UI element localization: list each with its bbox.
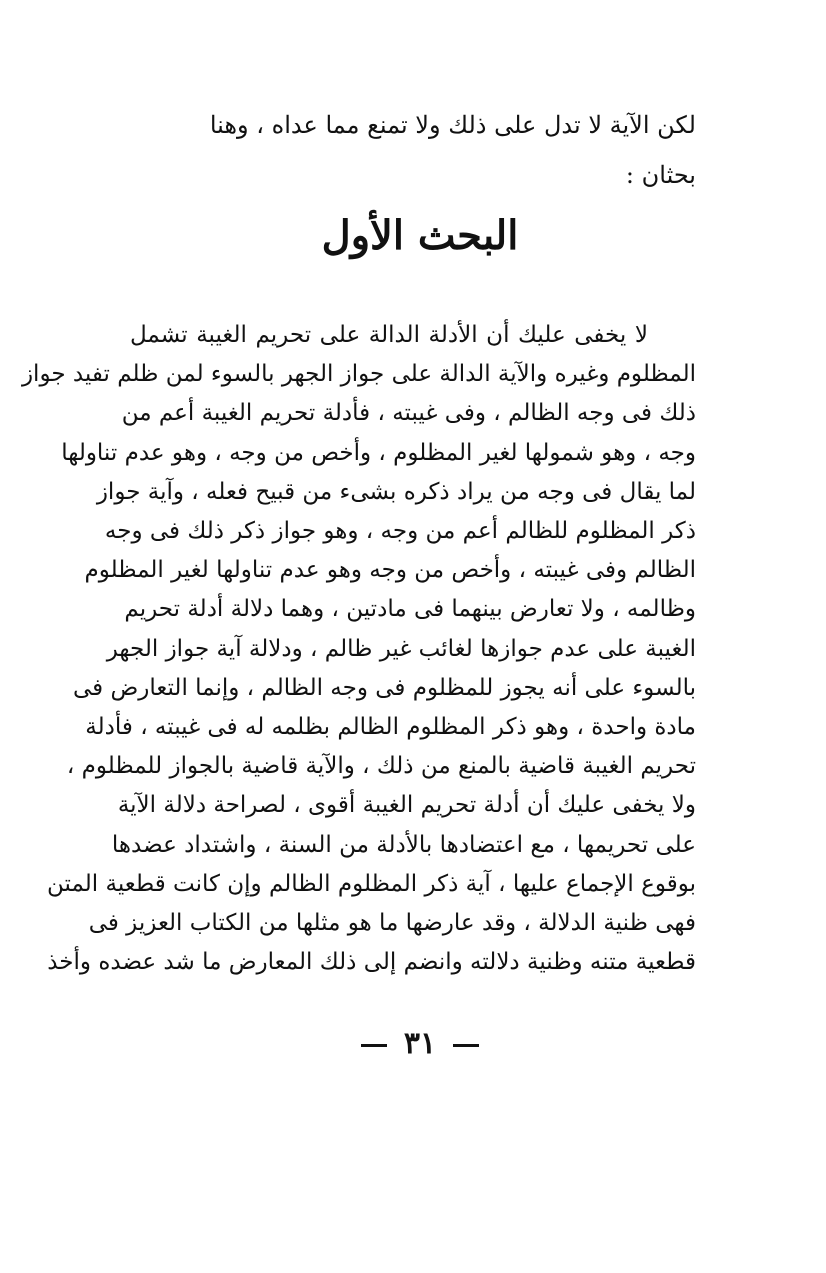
body-line: لما يقال فى وجه من يراد ذكره بشىء من قبيح فعله ، وآية جواز xyxy=(96,478,696,505)
body-line: المظلوم وغيره والآية الدالة على جواز الجهر بالسوء لمن ظلم تفيد جواز xyxy=(21,361,696,388)
body-line: فهى ظنية الدلالة ، وقد عارضها ما هو مثلها من الكتاب العزيز فى xyxy=(88,910,696,937)
page-number-value: ٣١ xyxy=(403,1026,437,1061)
intro-paragraph xyxy=(136,100,696,200)
body-line: لا يخفى عليك أن الأدلة الدالة على تحريم الغيبة تشمل xyxy=(130,322,648,348)
page-number-dash xyxy=(361,1044,387,1047)
body-line: الظالم وفى غيبته ، وأخص من وجه وهو عدم تناولها لغير المظلوم xyxy=(84,557,696,584)
intro-line: لكن الآية لا تدل على ذلك ولا تمنع مما عداه ، وهنا xyxy=(209,111,696,139)
body-line: بالسوء على أنه يجوز للمظلوم فى وجه الظالم ، وإنما التعارض فى xyxy=(73,674,696,701)
body-line: ولا يخفى عليك أن أدلة تحريم الغيبة أقوى ، لصراحة دلالة الآية xyxy=(117,792,696,819)
section-heading: البحث الأول xyxy=(321,212,519,259)
body-line: وجه ، وهو شمولها لغير المظلوم ، وأخص من وجه ، وهو عدم تناولها xyxy=(61,439,696,466)
body-line: وظالمه ، ولا تعارض بينهما فى مادتين ، وهما دلالة أدلة تحريم xyxy=(124,596,696,623)
body-line: الغيبة على عدم جوازها لغائب غير ظالم ، ودلالة آية جواز الجهر xyxy=(106,635,696,662)
body-line: مادة واحدة ، وهو ذكر المظلوم الظالم بظلمه له فى غيبته ، فأدلة xyxy=(85,714,696,741)
body-line: ذكر المظلوم للظالم أعم من وجه ، وهو جواز ذكر ذلك فى وجه xyxy=(104,518,696,545)
page-number-dash xyxy=(453,1044,479,1047)
body-paragraph xyxy=(21,316,696,982)
body-line: بوقوع الإجماع عليها ، آية ذكر المظلوم الظالم وإن كانت قطعية المتن xyxy=(47,870,696,897)
page-number xyxy=(0,1022,826,1066)
body-line: ذلك فى وجه الظالم ، وفى غيبته ، فأدلة تحريم الغيبة أعم من xyxy=(121,400,696,427)
body-line: قطعية متنه وظنية دلالته وانضم إلى ذلك المعارض ما شد عضده وأخذ xyxy=(47,949,696,976)
intro-line: بحثان : xyxy=(625,161,696,189)
body-line: على تحريمها ، مع اعتضادها بالأدلة من السنة ، واشتداد عضدها xyxy=(111,831,696,858)
body-line: تحريم الغيبة قاضية بالمنع من ذلك ، والآية قاضية بالجواز للمظلوم ، xyxy=(66,753,696,780)
